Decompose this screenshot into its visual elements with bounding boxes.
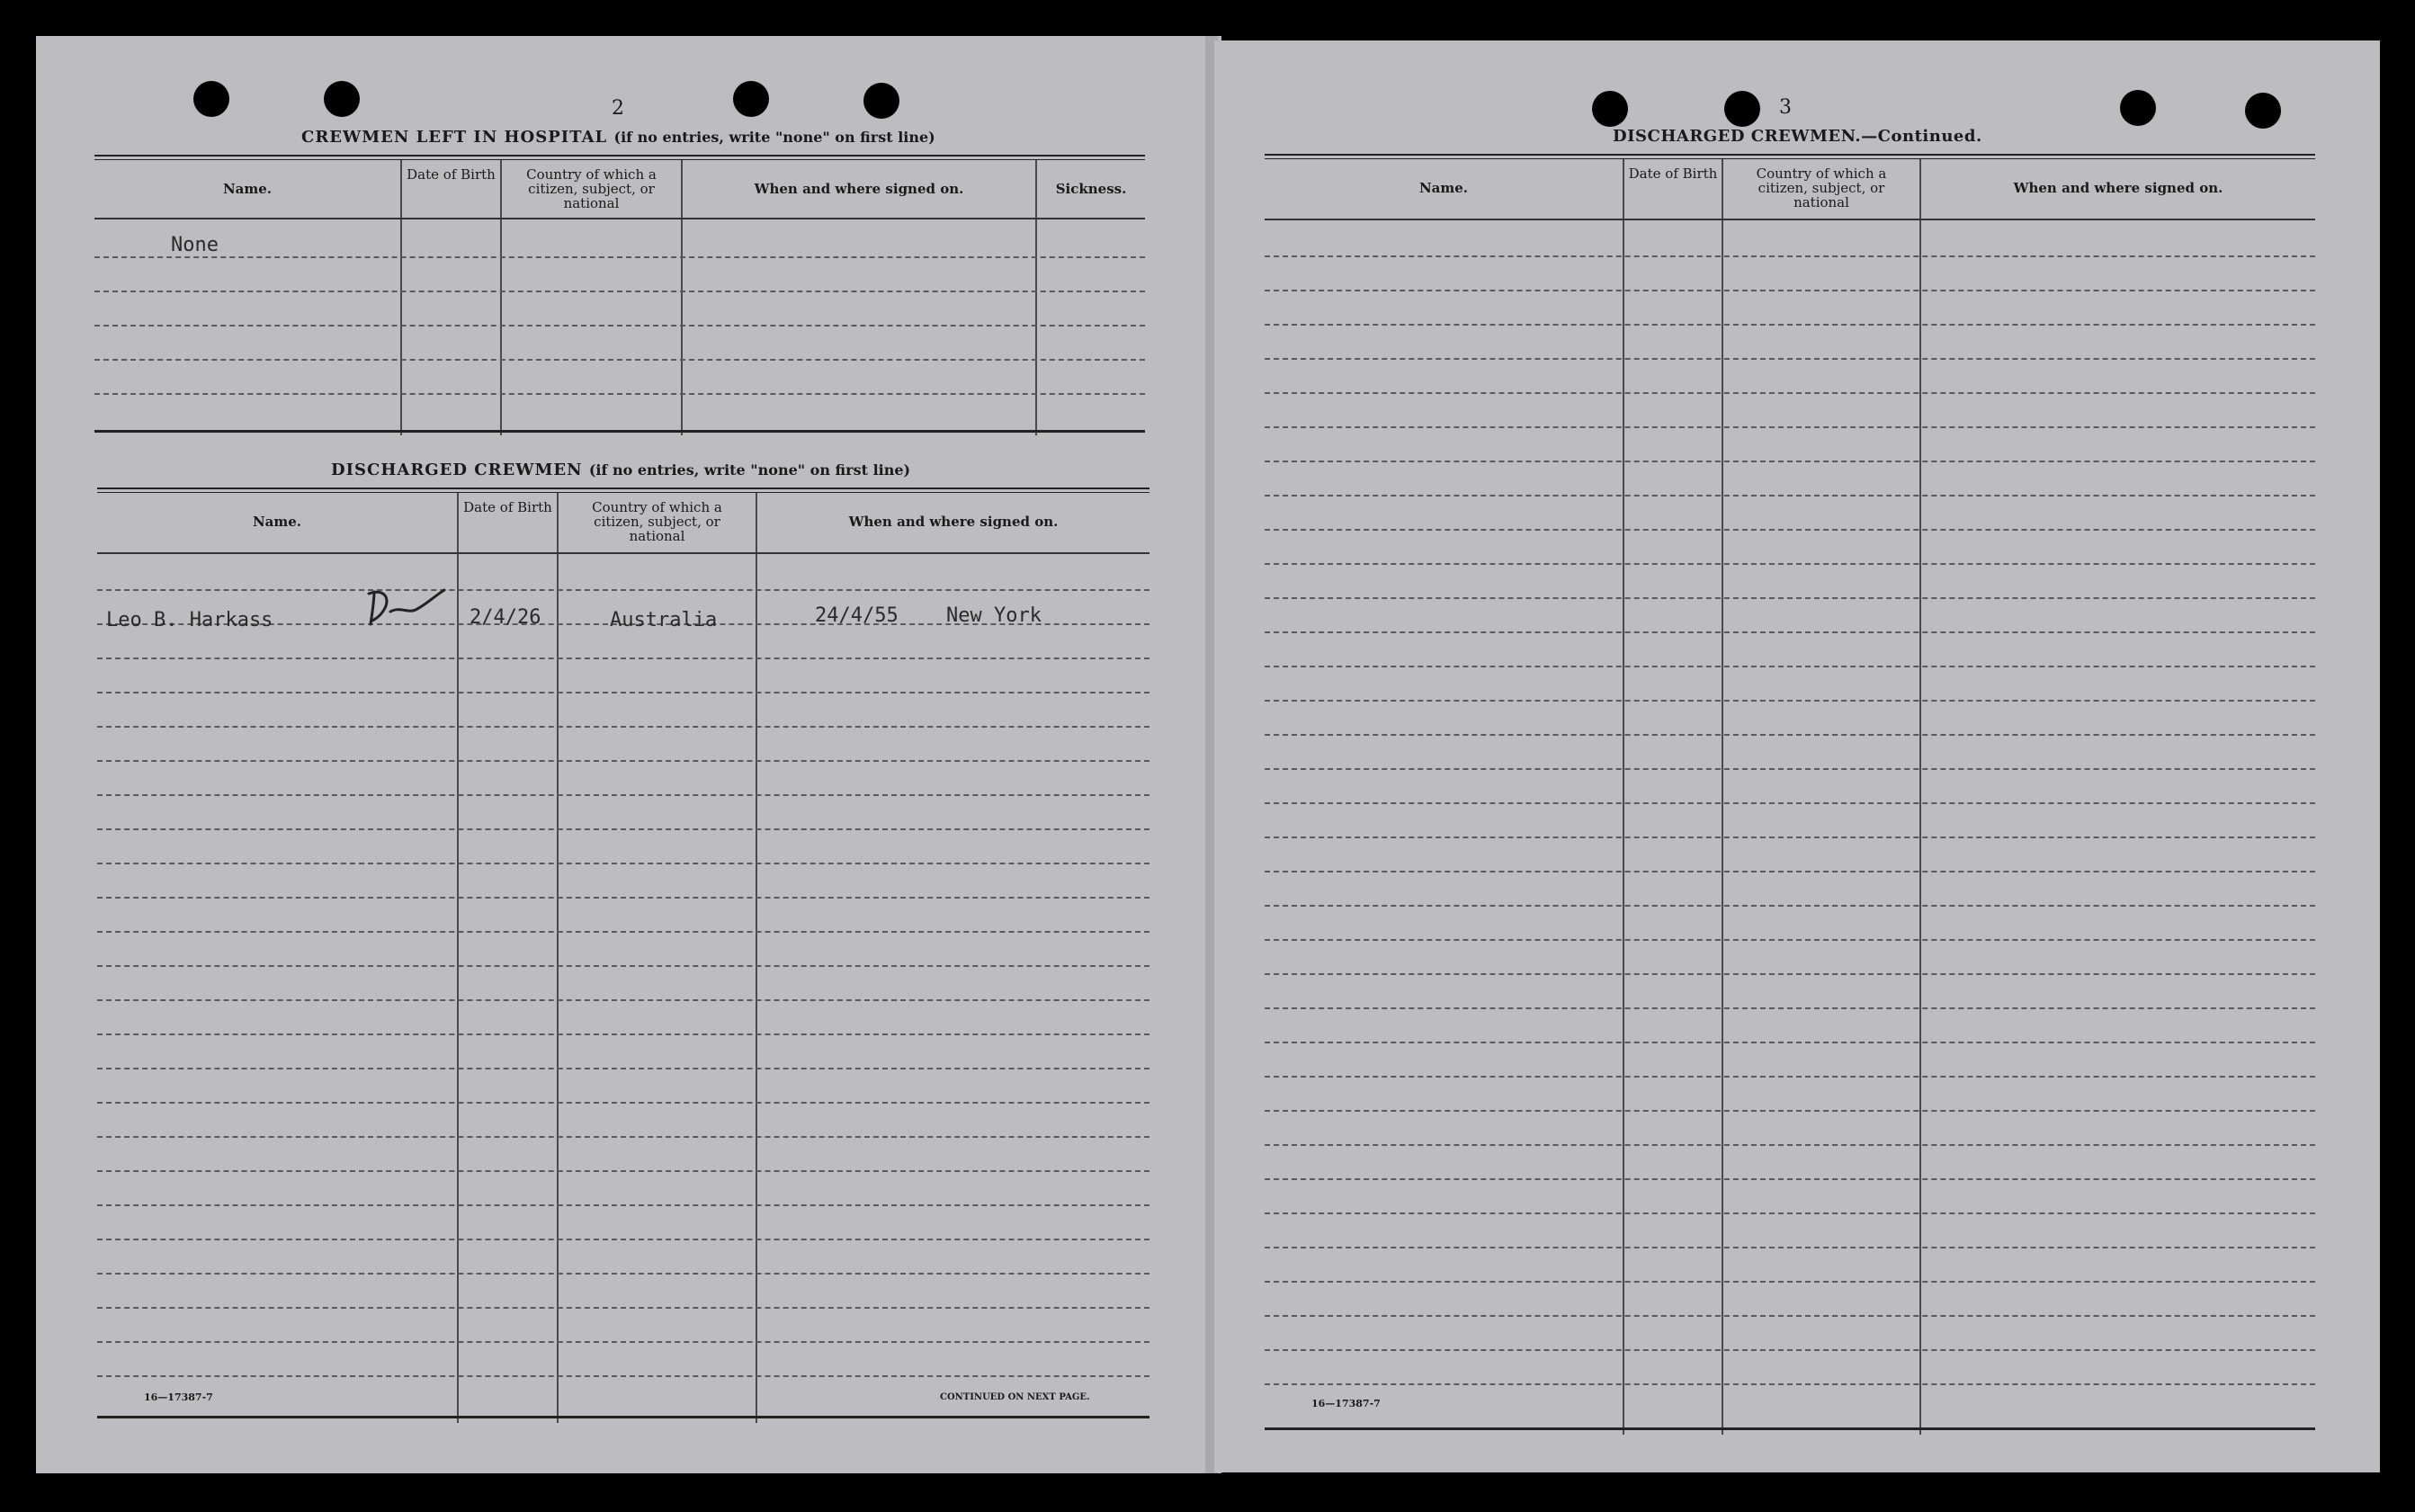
hospital-table — [94, 155, 1145, 435]
punch-hole — [733, 81, 769, 117]
col-country: Country of which a citizen, subject, or national — [526, 166, 657, 211]
col-dob: Date of Birth — [407, 166, 496, 183]
discharged-continued-heading: DISCHARGED CREWMEN.—Continued. — [1613, 127, 1982, 146]
right-page — [1214, 40, 2380, 1472]
punch-hole — [1592, 91, 1628, 127]
discharged-signed-place: New York — [946, 604, 1042, 627]
col-name: Name. — [222, 181, 273, 197]
col-signed: When and where signed on. — [2013, 180, 2223, 196]
hospital-first-entry: None — [171, 234, 219, 256]
discharged-signed-date: 24/4/55 — [815, 604, 899, 627]
col-sickness: Sickness. — [1055, 181, 1127, 197]
col-signed: When and where signed on. — [754, 181, 964, 197]
discharged-continued-table — [1265, 154, 2315, 1435]
punch-hole — [193, 81, 229, 117]
col-dob: Date of Birth — [1628, 166, 1718, 182]
continued-note: CONTINUED ON NEXT PAGE. — [940, 1392, 1090, 1402]
punch-hole — [2120, 90, 2156, 126]
col-name: Name. — [252, 514, 302, 530]
discharged-country: Australia — [610, 609, 718, 631]
page-number: 2 — [612, 97, 624, 120]
discharged-table — [97, 488, 1149, 1423]
punch-hole — [324, 81, 360, 117]
form-number: 16—17387-7 — [144, 1391, 213, 1403]
page-number: 3 — [1779, 96, 1792, 119]
hospital-heading: CREWMEN LEFT IN HOSPITAL (if no entries, write "none" on first line) — [301, 128, 935, 147]
col-country: Country of which a citizen, subject, or national — [592, 499, 722, 544]
left-page — [36, 36, 1221, 1473]
discharged-dob: 2/4/26 — [470, 606, 541, 629]
punch-hole — [2245, 93, 2281, 129]
punch-hole — [863, 83, 899, 119]
discharged-heading: DISCHARGED CREWMEN (if no entries, write "none" on first line) — [331, 461, 911, 479]
col-name: Name. — [1418, 180, 1469, 196]
punch-hole — [1724, 91, 1760, 127]
discharged-name: Leo B. Harkass — [106, 609, 273, 631]
col-signed: When and where signed on. — [848, 514, 1059, 530]
form-number: 16—17387-7 — [1311, 1398, 1381, 1409]
col-dob: Date of Birth — [463, 499, 552, 515]
handwritten-initials — [363, 585, 453, 628]
col-country: Country of which a citizen, subject, or national — [1756, 166, 1887, 210]
